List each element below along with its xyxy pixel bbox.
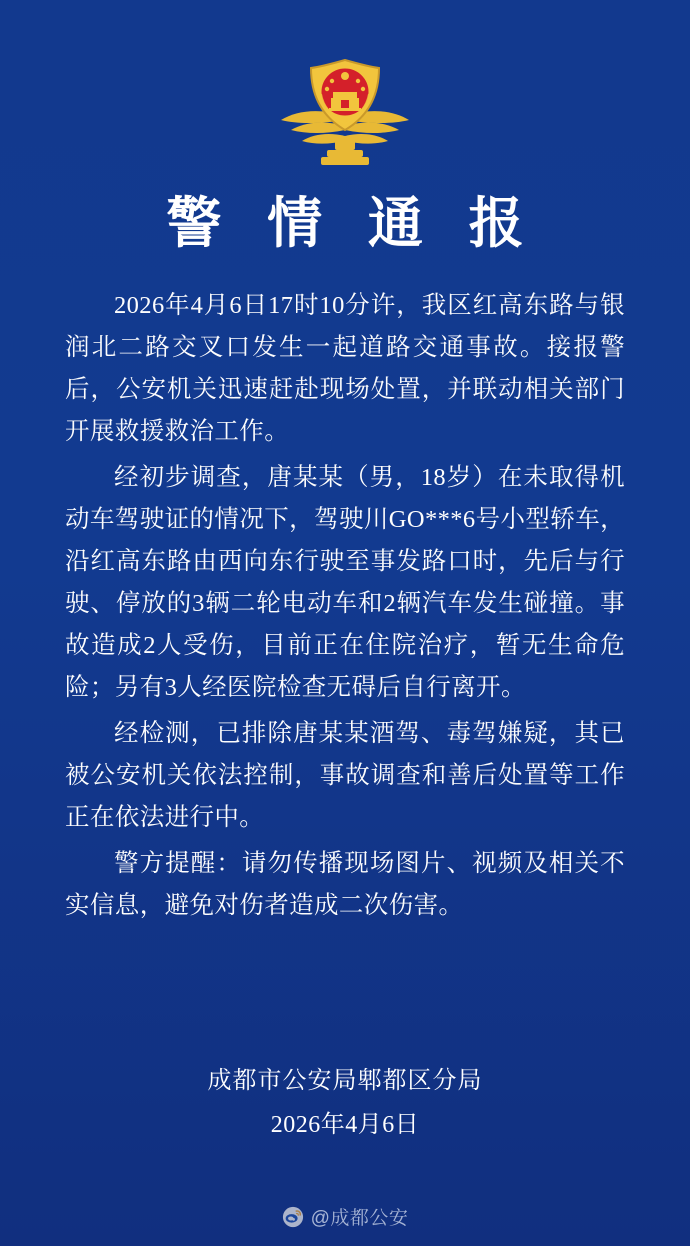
notice-body [65, 285, 625, 931]
signature-organization: 成都市公安局郫都区分局 [207, 1068, 483, 1094]
footer-account: @成都公安 [310, 1208, 409, 1229]
weibo-icon [282, 1206, 304, 1228]
signature-date: 2026年4月6日 [270, 1112, 420, 1138]
paragraph-1: 2026年4月6日17时10分许，我区红高东路与银润北二路交叉口发生一起道路交通事故。接报警后，公安机关迅速赶赴现场处置，并联动相关部门开展救援救治工作。 [65, 291, 625, 445]
china-police-emblem [275, 54, 415, 172]
paragraph-3: 经检测，已排除唐某某酒驾、毒驾嫌疑，其已被公安机关依法控制，事故调查和善后处置等工作正在依法进行中。 [65, 719, 625, 831]
paragraph-4: 警方提醒：请勿传播现场图片、视频及相关不实信息，避免对伤者造成二次伤害。 [65, 849, 625, 919]
paragraph-2: 经初步调查，唐某某（男，18岁）在未取得机动车驾驶证的情况下，驾驶川GO***6号小型轿车，沿红高东路由西向东行驶至事发路口时，先后与行驶、停放的3辆二轮电动车和2辆汽车发生碰撞。事故造成2人受伤，目前正在住院治疗，暂无生命危险；另有3人经医院检查无碍后自行离开。 [65, 463, 625, 701]
footer-watermark [0, 1203, 690, 1230]
page-title: 警 情 通 报 [166, 193, 540, 254]
